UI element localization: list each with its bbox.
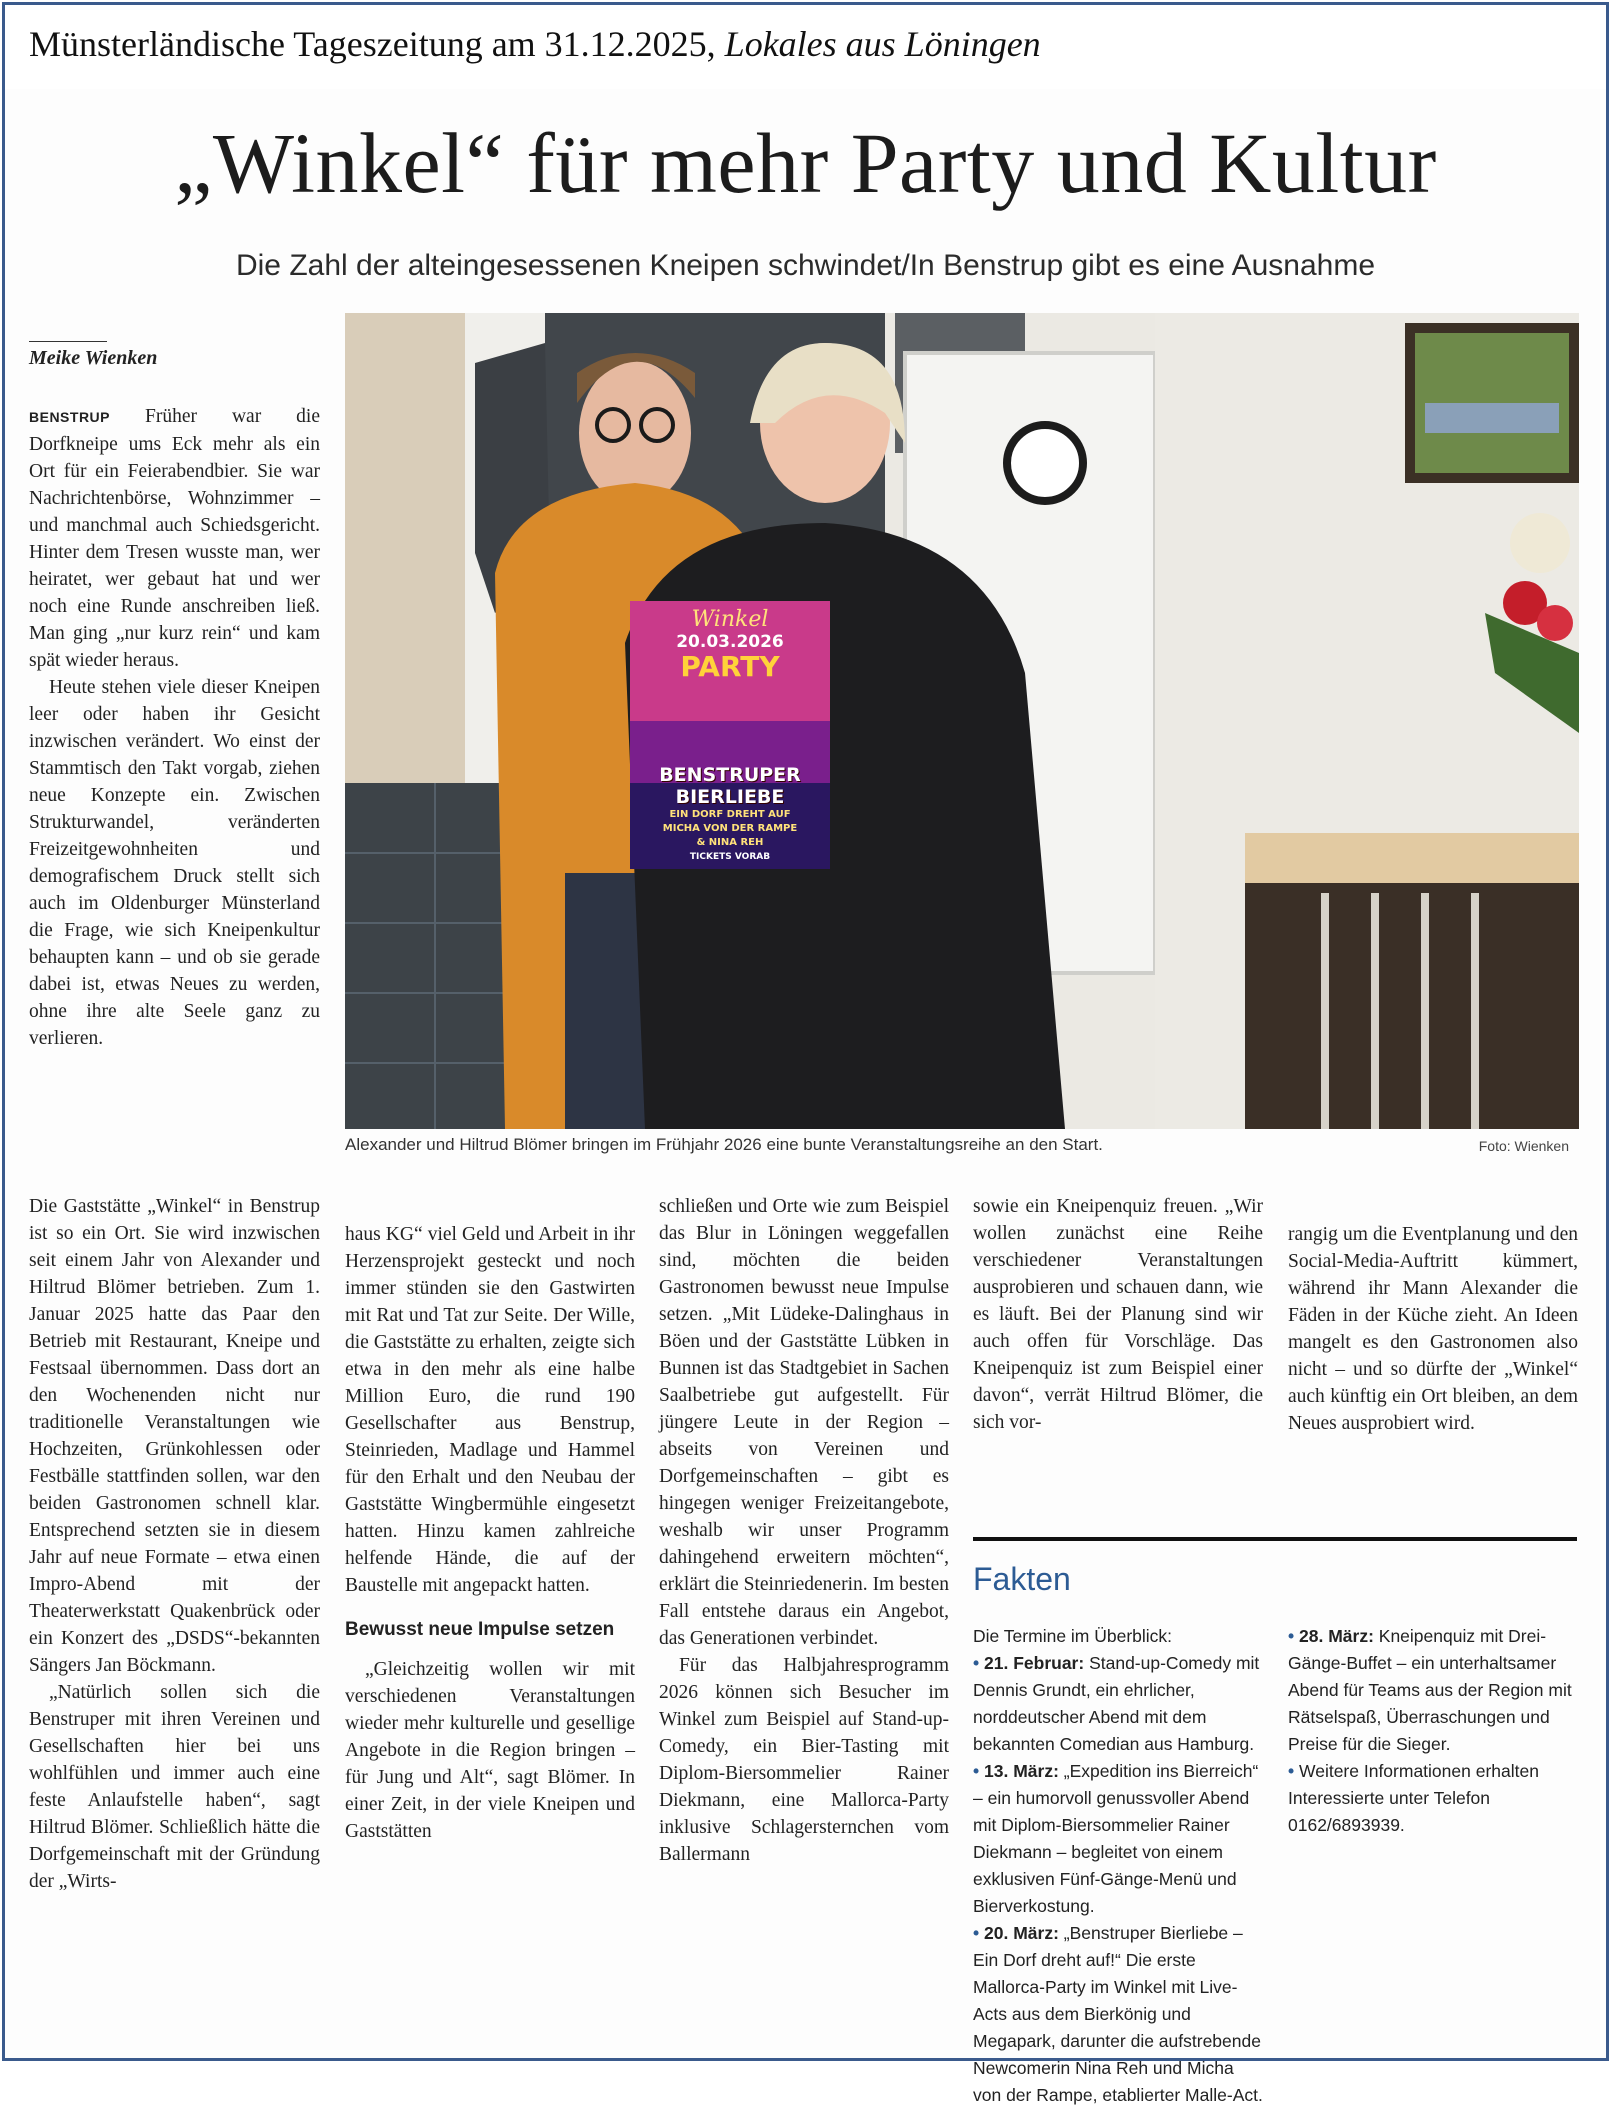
- section-name: Lokales aus Löningen: [724, 24, 1041, 64]
- event-text: Stand-up-Comedy mit Dennis Grundt, ein ehrlicher, norddeutscher Abend mit dem bekannten Comedian aus Hamburg.: [973, 1653, 1260, 1754]
- bullet-icon: •: [1288, 1761, 1295, 1781]
- poster-title: Winkel: [691, 607, 769, 632]
- bullet-icon: •: [973, 1653, 980, 1673]
- event-text: „Benstruper Bierliebe – Ein Dorf dreht auf!“ Die erste Mallorca-Party im Winkel mit Live-Acts aus dem Bierkönig und Megapark, darunter die aufstrebende Newcomerin Nina Reh und Micha von der Rampe, etablierter Malle-Act.: [973, 1923, 1263, 2105]
- facts-event: [973, 1920, 1263, 2109]
- paragraph: haus KG“ viel Geld und Arbeit in ihr Herzensprojekt gesteckt und noch immer stünden sie den Gastwirten mit Rat und Tat zur Seite. Der Wille, die Gaststätte zu erhalten, zeigte sich etwa in den mehr als eine halbe Million Euro, die rund 190 Gesellschafter aus Benstrup, Steinrieden, Madlage und Hammel für den Erhalt und den Neubau der Gaststätte Wingbermühle eingesetzt hatten. Hinzu kamen zahlreiche helfende Hände, die auf der Baustelle mit angepackt hatten.: [345, 1224, 635, 1596]
- paragraph: „Gleichzeitig wollen wir mit verschiedenen Veranstaltungen wieder mehr kulturelle und gesellige Angebote in die Region bringen – für Jung und Alt“, sagt Blömer. In einer Zeit, in der viele Kneipen und Gaststätten: [345, 1659, 635, 1842]
- article-photo: [345, 313, 1579, 1129]
- photo-illustration: [345, 313, 1579, 1129]
- paragraph: Die Gaststätte „Winkel“ in Benstrup ist so ein Ort. Sie wird inzwischen seit einem Jahr von Alexander und Hiltrud Blömer betrieben. Zum 1. Januar 2025 hatte das Paar den Betrieb mit Restaurant, Kneipe und Festsaal übernommen. Dass dort an den Wochenenden nicht nur traditionelle Veranstaltungen wie Hochzeiten, Grünkohlessen oder Festbälle stattfinden sollen, war den beiden Gastronomen schnell klar. Entsprechend setzten sie in diesem Jahr auf neue Formate – etwa einen Impro-Abend mit der Theaterwerkstatt Quakenbrück oder ein Konzert des „DSDS“-bekannten Sängers Jan Böckmann.: [29, 1196, 320, 1676]
- author-name: Meike Wienken: [29, 347, 158, 369]
- article-column-5: [1288, 1221, 1578, 1493]
- newspaper-clipping: [2, 2, 1609, 2105]
- bullet-icon: •: [1288, 1626, 1295, 1646]
- paragraph: Für das Halbjahresprogramm 2026 können sich Besucher im Winkel zum Beispiel auf Stand-up-Comedy, ein Bier-Tasting mit Diplom-Biersommelier Rainer Diekmann, eine Mallorca-Party inklusive Schlagersternchen vom Ballermann: [659, 1655, 949, 1865]
- facts-event: [1288, 1623, 1578, 1758]
- door-porthole: [1007, 425, 1083, 501]
- paragraph: sowie ein Kneipenquiz freuen. „Wir wollen zunächst eine Reihe verschiedener Veranstaltungen ausprobieren und schauen dann, wie es läuft. Bei der Planung sind wir auch offen für Vorschläge. Das Kneipenquiz ist zum Beispiel einer davon“, verrät Hiltrud Blömer, die sich vor-: [973, 1196, 1263, 1433]
- event-text: „Expedition ins Bierreich“ – ein humorvoll genussvoller Abend mit Diplom-Biersommelier Rainer Diekmann – begleitet von einem exklusiven Fünf-Gänge-Menü und Bierverkostung.: [973, 1761, 1259, 1916]
- poster-line2: BIERLIEBE: [675, 786, 785, 808]
- facts-column-1: [973, 1623, 1263, 2105]
- lead-paragraph-1: [29, 403, 320, 674]
- article-column-1: [29, 1193, 320, 2053]
- event-date: 20. März:: [984, 1923, 1059, 1943]
- event-date: 28. März:: [1299, 1626, 1374, 1646]
- facts-contact: [1288, 1758, 1578, 1839]
- bullet-icon: •: [973, 1761, 980, 1781]
- dateline: BENSTRUP: [29, 409, 111, 425]
- poster-text: [630, 601, 830, 869]
- author-rule: [29, 341, 107, 342]
- photo-credit: Foto: Wienken: [1478, 1138, 1569, 1154]
- article-headline: „Winkel“ für mehr Party und Kultur: [174, 115, 1437, 211]
- poster-line1: BENSTRUPER: [659, 764, 801, 786]
- poster-line4: MICHA VON DER RAMPE: [662, 823, 798, 834]
- section-subhead: Bewusst neue Impulse setzen: [345, 1619, 615, 1640]
- event-text: Kneipenquiz mit Drei-Gänge-Buffet – ein unterhaltsamer Abend für Teams aus der Region mit Rätselspaß, Überraschungen und Preise für die Sieger.: [1288, 1626, 1572, 1754]
- lead-paragraph-2: Heute stehen viele dieser Kneipen leer oder haben ihr Gesicht inzwischen verändert. Wo einst der Stammtisch den Takt vorgab, ziehen neue Konzepte ein. Zwischen Strukturwandel, veränderten Freizeitgewohnheiten und demografischem Druck stellt sich auch im Oldenburger Münsterland die Frage, wie sich Kneipenkultur behaupten kann – und ob sie gerade dabei ist, etwas Neues zu werden, ohne ihre alte Seele ganz zu verlieren.: [29, 677, 320, 1049]
- table-top: [1245, 833, 1579, 883]
- article-column-2: [345, 1221, 635, 2053]
- facts-event: [973, 1758, 1263, 1920]
- poster-tickets: TICKETS VORAB: [689, 852, 771, 862]
- article-subheadline: Die Zahl der alteingesessenen Kneipen schwindet/In Benstrup gibt es eine Ausnahme: [235, 249, 1376, 282]
- event-date: 21. Februar:: [984, 1653, 1085, 1673]
- lead-text-1: Früher war die Dorfkneipe ums Eck mehr als ein Ort für ein Feierabendbier. Sie war Nachrichtenbörse, Wohnzimmer – und manchmal auch Schiedsgericht. Hinter dem Tresen wusste man, wer heiratet, wer gebaut hat und wer noch eine Runde anschreiben ließ. Man ging „nur kurz rein“ und kam spät wieder heraus.: [29, 406, 320, 671]
- poster-party: PARTY: [680, 650, 780, 683]
- paragraph: rangig um die Eventplanung und den Social-Media-Auftritt kümmert, während ihr Mann Alexander die Fäden in der Küche zieht. An Ideen mangelt es den Gastronomen also nicht – und so dürfte der „Winkel“ auch künftig ein Ort bleiben, an dem Neues ausprobiert wird.: [1288, 1224, 1578, 1434]
- facts-title: Fakten: [973, 1561, 1071, 1597]
- poster-line5: & NINA REH: [696, 837, 764, 848]
- bullet-icon: •: [973, 1923, 980, 1943]
- paragraph: „Natürlich sollen sich die Benstruper mit ihren Vereinen und Gesellschaften hier bei uns wohlfühlen und immer auch eine feste Anlaufstelle haben“, sagt Hiltrud Blömer. Schließlich hätte die Dorfgemeinschaft mit der Gründung der „Wirts-: [29, 1682, 320, 1892]
- article-column-4: [973, 1193, 1263, 1493]
- paragraph: schließen und Orte wie zum Beispiel das Blur in Löningen weggefallen sind, möchten die beiden Gastronomen bewusst neue Impulse setzen. „Mit Lüdeke-Dalinghaus in Böen und der Gaststätte Lübken in Bunnen ist das Stadtgebiet in Sachen Saalbetriebe gut aufgestellt. Für jüngere Leute in der Region – abseits von Vereinen und Dorfgemeinschaften – gibt es hingegen weniger Freizeitangebote, weshalb wir unser Programm dahingehend erweitern möchten“, erklärt die Steinriedenerin. Im besten Fall entstehe daraus ein Angebot, das Generationen verbindet.: [659, 1196, 949, 1649]
- facts-event: [973, 1650, 1263, 1758]
- contact-text: Weitere Informationen erhalten Interessierte unter Telefon 0162/6893939.: [1288, 1761, 1539, 1835]
- article-column-3: [659, 1193, 949, 2053]
- lead-column: [29, 403, 320, 1187]
- poster-line3: EIN DORF DREHT AUF: [669, 809, 791, 820]
- poster-date: 20.03.2026: [676, 632, 784, 652]
- photo-caption: Alexander und Hiltrud Blömer bringen im Frühjahr 2026 eine bunte Veranstaltungsreihe an den Start.: [345, 1135, 1103, 1154]
- facts-rule: [973, 1537, 1577, 1541]
- publication-name: Münsterländische Tageszeitung am 31.12.2025,: [29, 24, 716, 64]
- publication-line: [5, 5, 1606, 89]
- facts-column-2: [1288, 1623, 1578, 2043]
- facts-intro: Die Termine im Überblick:: [973, 1626, 1173, 1646]
- event-date: 13. März:: [984, 1761, 1059, 1781]
